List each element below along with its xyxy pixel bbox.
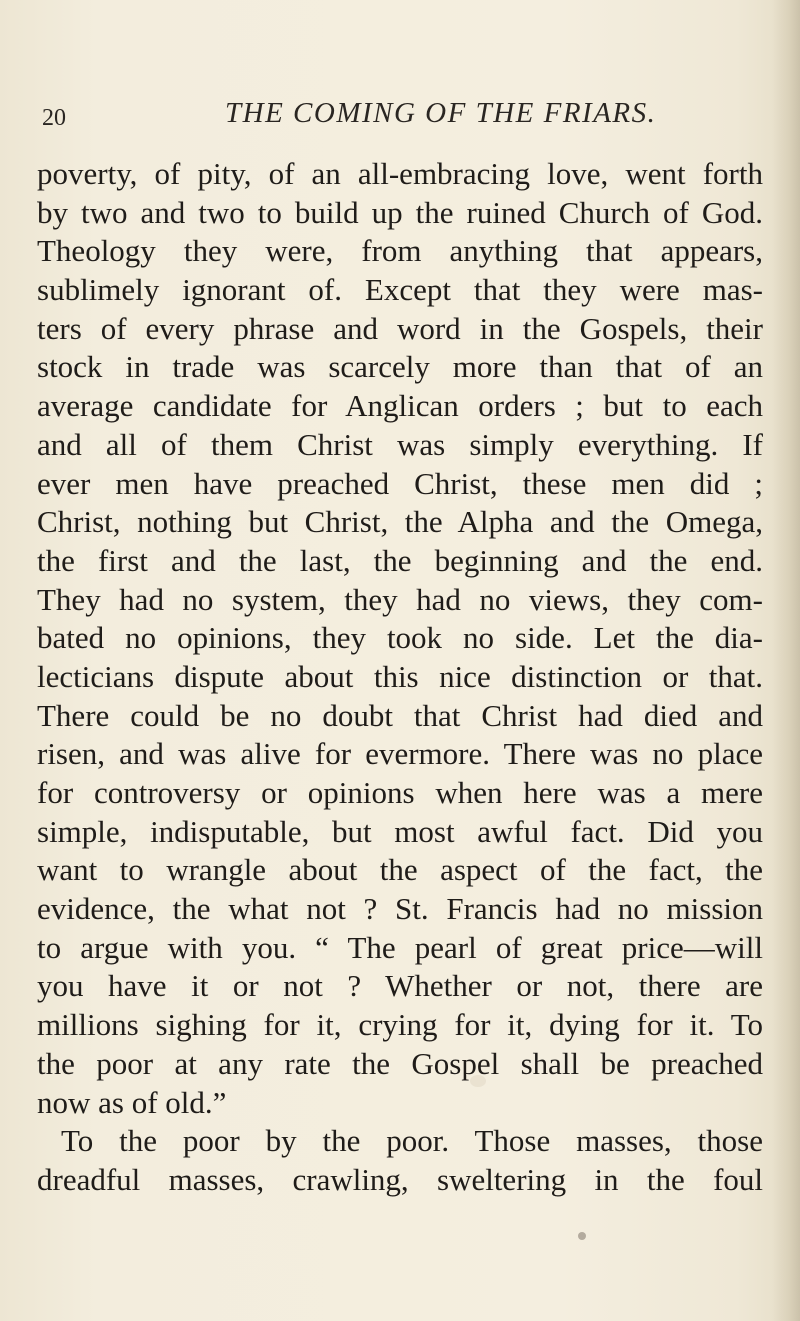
paper-stain — [578, 1232, 586, 1240]
page-number: 20 — [42, 105, 66, 131]
body-text — [37, 155, 763, 1200]
page-header — [40, 92, 760, 136]
text-line: lecticians dispute about this nice distinction or that. — [37, 658, 763, 694]
text-line: ever men have preached Christ, these men did ; — [37, 465, 763, 501]
text-line: stock in trade was scarcely more than that of an — [37, 349, 763, 385]
running-head: THE COMING OF THE FRIARS. — [225, 97, 657, 129]
paragraph-end-line: now as of old.” — [37, 1084, 227, 1120]
text-line: dreadful masses, crawling, sweltering in the foul — [37, 1161, 763, 1197]
text-line: the first and the last, the beginning and the end. — [37, 542, 763, 578]
text-line: poverty, of pity, of an all-embracing love, went forth — [37, 156, 763, 191]
text-line: Theology they were, from anything that appears, — [37, 233, 763, 269]
text-line: ters of every phrase and word in the Gospels, their — [37, 310, 763, 346]
text-line: Christ, nothing but Christ, the Alpha and the Omega, — [37, 504, 763, 540]
text-line: and all of them Christ was simply everything. If — [37, 426, 763, 462]
text-line: by two and two to build up the ruined Church of God. — [37, 194, 763, 230]
text-line: They had no system, they had no views, they com- — [37, 581, 763, 617]
text-line: risen, and was alive for evermore. There was no place — [37, 736, 763, 772]
text-line: evidence, the what not ? St. Francis had no mission — [37, 891, 763, 927]
text-line: millions sighing for it, crying for it, dying for it. To — [37, 1007, 763, 1043]
text-line: average candidate for Anglican orders ; but to each — [37, 388, 763, 424]
text-line: bated no opinions, they took no side. Let the dia- — [37, 620, 763, 656]
text-line: simple, indisputable, but most awful fact. Did you — [37, 813, 763, 849]
text-line: want to wrangle about the aspect of the fact, the — [37, 852, 763, 888]
text-line: There could be no doubt that Christ had died and — [37, 697, 763, 733]
text-line: sublimely ignorant of. Except that they were mas- — [37, 272, 763, 308]
text-line: you have it or not ? Whether or not, there are — [37, 968, 763, 1004]
text-line: the poor at any rate the Gospel shall be preached — [37, 1045, 763, 1081]
text-line: for controversy or opinions when here was a mere — [37, 775, 763, 810]
page-edge-shadow — [772, 0, 800, 1321]
text-line: to argue with you. “ The pearl of great price—will — [37, 929, 763, 965]
paragraph-start-line: To the poor by the poor. Those masses, those — [61, 1123, 763, 1159]
